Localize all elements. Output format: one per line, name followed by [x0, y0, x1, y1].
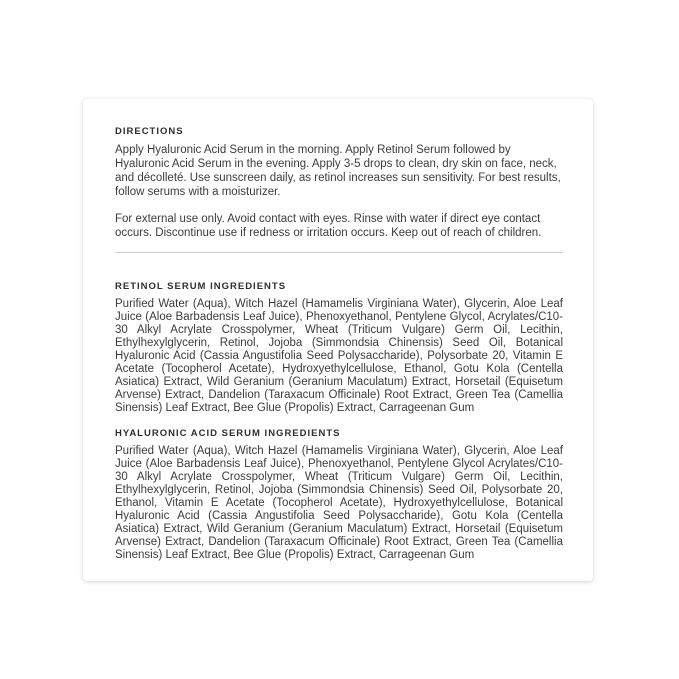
hyaluronic-ingredients-text: Purified Water (Aqua), Witch Hazel (Hamamelis Virginiana Water), Glycerin, Aloe Leaf Juice (Aloe Barbadensis Leaf Juice), Phenoxyethanol, Pentylene Glycol Acrylates/C10-30 Alkyl Acrylate Crosspolymer, Wheat (Triticum Vulgare) Germ Oil, Lecithin, Ethylhexylglycerin, Retinol, Jojoba (Simmondsia Chinensis) Seed Oil, Polysorbate 20, Ethanol, Vitamin E Acetate (Tocopherol Acetate), Hydroxyethylcellulose, Botanical Hyaluronic Acid (Cassia Angustifolia Seed Polysaccharide), Gotu Kola (Centella Asiatica) Extract, Wild Geranium (Geranium Maculatum) Extract, Horsetail (Equisetum Arvense) Extract, Dandelion (Taraxacum Officinale) Root Extract, Green Tea (Camellia Sinensis) Leaf Extract, Bee Glue (Propolis) Extract, Carrageenan Gum	[115, 445, 563, 561]
directions-heading: DIRECTIONS	[115, 126, 184, 137]
product-info-card	[83, 99, 593, 581]
hyaluronic-ingredients-section	[115, 428, 563, 562]
retinol-ingredients-heading: RETINOL SERUM INGREDIENTS	[115, 281, 287, 292]
directions-warning-text: For external use only. Avoid contact with eyes. Rinse with water if direct eye contact occurs. Discontinue use if redness or irritation occurs. Keep out of reach of children.	[115, 213, 542, 239]
directions-section	[115, 126, 563, 240]
section-divider	[115, 252, 563, 253]
retinol-ingredients-text: Purified Water (Aqua), Witch Hazel (Hamamelis Virginiana Water), Glycerin, Aloe Leaf Juice (Aloe Barbadensis Leaf Juice), Phenoxyethanol, Pentylene Glycol, Acrylates/C10-30 Alkyl Acrylate Crosspolymer, Wheat (Triticum Vulgare) Germ Oil, Lecithin, Ethylhexylglycerin, Retinol, Jojoba (Simmondsia Chinensis) Seed Oil, Botanical Hyaluronic Acid (Cassia Angustifolia Seed Polysaccharide), Polysorbate 20, Vitamin E Acetate (Tocopherol Acetate), Hydroxyethylcellulose, Ethanol, Gotu Kola (Centella Asiatica) Extract, Wild Geranium (Geranium Maculatum) Extract, Horsetail (Equisetum Arvense) Extract, Dandelion (Taraxacum Officinale) Root Extract, Green Tea (Camellia Sinensis) Leaf Extract, Bee Glue (Propolis) Extract, Carrageenan Gum	[115, 298, 563, 414]
directions-usage-text: Apply Hyaluronic Acid Serum in the morning. Apply Retinol Serum followed by Hyaluronic Acid Serum in the evening. Apply 3-5 drops to clean, dry skin on face, neck, and décolleté. Use sunscreen daily, as retinol increases sun sensitivity. For best results, follow serums with a moisturizer.	[115, 144, 561, 198]
retinol-ingredients-section	[115, 281, 563, 415]
hyaluronic-ingredients-heading: HYALURONIC ACID SERUM INGREDIENTS	[115, 428, 341, 439]
